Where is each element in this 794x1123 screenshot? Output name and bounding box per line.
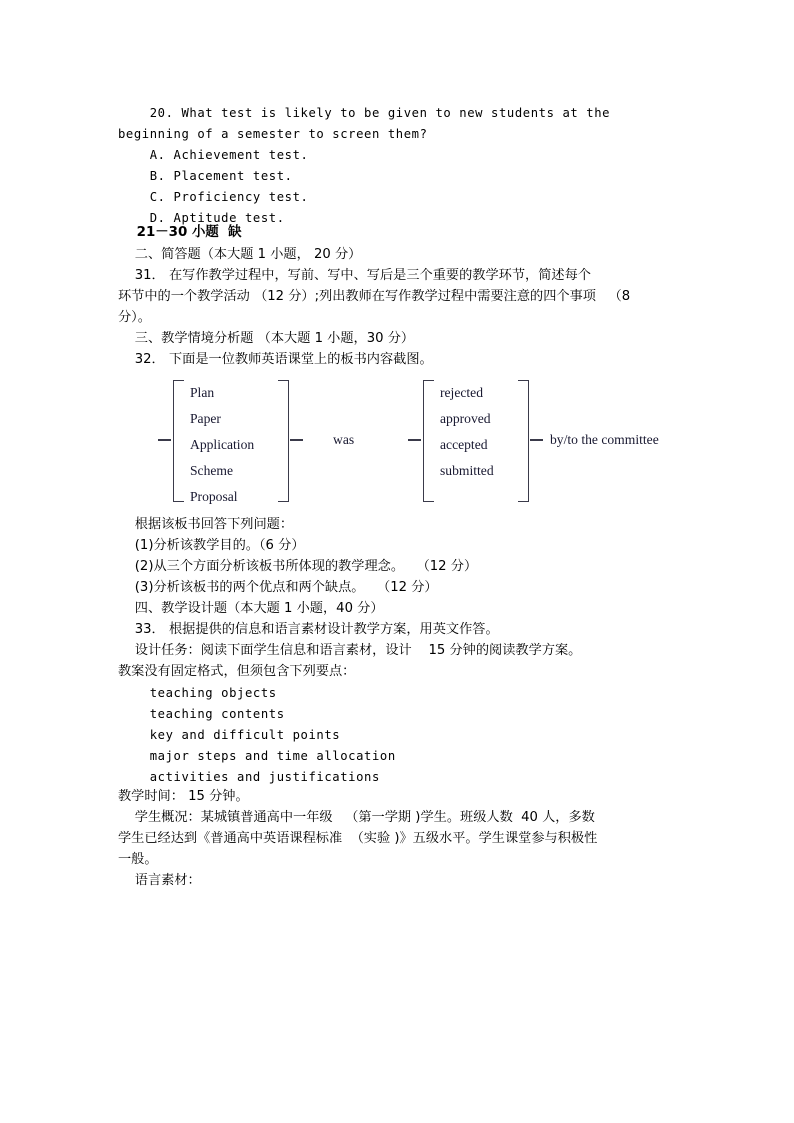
question-20-option-c: C. Proficiency test.	[118, 190, 309, 204]
section-3-questions-lead: 根据该板书回答下列问题：	[118, 517, 294, 532]
left-group-trail-dash	[290, 439, 303, 441]
question-31-line-2: 环节中的一个教学活动 （12 分）;列出教师在写作教学过程中需要注意的四个事项 （8	[118, 289, 631, 304]
question-31-line-3: 分）。	[118, 310, 151, 325]
lesson-point-activities: activities and justifications	[118, 770, 380, 784]
left-item-proposal: Proposal	[190, 489, 238, 504]
left-group-items	[190, 380, 254, 510]
section-3-question-2: (2)从三个方面分析该板书所体现的教学理念。 （12 分）	[118, 559, 478, 574]
missing-questions-note: 21－30 小题 缺	[118, 225, 242, 240]
section-3-heading: 三、教学情境分析题 （本大题 1 小题，30 分）	[118, 331, 415, 346]
left-group-open-bracket	[173, 380, 184, 502]
student-profile-line-2: 学生已经达到《普通高中英语课程标准 （实验 )》五级水平。学生课堂参与积极性	[118, 831, 598, 846]
left-item-application: Application	[190, 437, 255, 452]
left-item-plan: Plan	[190, 385, 215, 400]
question-32: 32． 下面是一位教师英语课堂上的板书内容截图。	[118, 352, 433, 367]
right-group-close-bracket	[518, 380, 529, 502]
lesson-point-teaching-objects: teaching objects	[118, 686, 277, 700]
question-33: 33． 根据提供的信息和语言素材设计教学方案，用英文作答。	[118, 622, 499, 637]
left-group-lead-dash	[158, 439, 171, 441]
right-group-items	[440, 380, 494, 484]
question-20-option-b: B. Placement test.	[118, 169, 293, 183]
student-profile-line-1: 学生概况：某城镇普通高中一年级 （第一学期 )学生。班级人数 40 人，多数	[118, 810, 595, 825]
teaching-time-line: 教学时间： 15 分钟。	[118, 789, 249, 804]
left-item-scheme: Scheme	[190, 463, 234, 478]
student-profile-line-3: 一般。	[118, 852, 158, 867]
section-4-heading: 四、教学设计题（本大题 1 小题，40 分）	[118, 601, 384, 616]
diagram-verb-label: was	[333, 432, 355, 447]
right-group-trail-dash	[530, 439, 543, 441]
lesson-point-teaching-contents: teaching contents	[118, 707, 285, 721]
question-20-line-2: beginning of a semester to screen them?	[118, 127, 428, 141]
blackboard-grammar-diagram	[118, 372, 678, 508]
diagram-tail-label: by/to the committee	[550, 432, 659, 447]
right-item-accepted: accepted	[440, 437, 488, 452]
right-group-lead-dash	[408, 439, 421, 441]
left-item-paper: Paper	[190, 411, 221, 426]
design-task-line-1: 设计任务：阅读下面学生信息和语言素材，设计 15 分钟的阅读教学方案。	[118, 643, 582, 658]
design-task-line-2: 教案没有固定格式，但须包含下列要点：	[118, 664, 356, 679]
question-31-line-1: 31． 在写作教学过程中，写前、写中、写后是三个重要的教学环节，简述每个	[118, 268, 591, 283]
left-group-close-bracket	[278, 380, 289, 502]
question-20-option-d: D. Aptitude test.	[118, 211, 285, 225]
right-group-open-bracket	[423, 380, 434, 502]
question-20-line-1: 20. What test is likely to be given to new students at the	[118, 106, 611, 120]
right-item-rejected: rejected	[440, 385, 484, 400]
right-item-submitted: submitted	[440, 463, 494, 478]
section-3-question-3: (3)分析该板书的两个优点和两个缺点。 （12 分）	[118, 580, 438, 595]
question-20-option-a: A. Achievement test.	[118, 148, 309, 162]
lesson-point-key-difficult: key and difficult points	[118, 728, 341, 742]
section-2-heading: 二、简答题（本大题 1 小题， 20 分）	[118, 247, 362, 262]
right-item-approved: approved	[440, 411, 491, 426]
section-3-question-1: (1)分析该教学目的。（6 分）	[118, 538, 305, 553]
language-material-label: 语言素材：	[118, 873, 201, 888]
lesson-point-major-steps: major steps and time allocation	[118, 749, 396, 763]
